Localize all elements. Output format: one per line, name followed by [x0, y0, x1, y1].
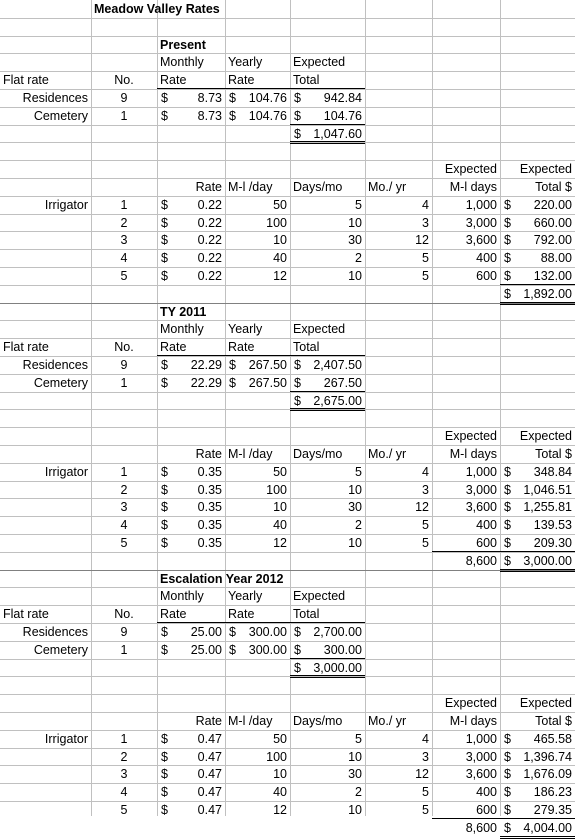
irrigator-ml-per-day: 12 [273, 269, 287, 283]
irrigator-total: 465.58 [533, 732, 572, 746]
irrigator-number: 2 [120, 216, 128, 230]
header-ml-days: M-l days [449, 180, 497, 194]
currency-symbol: $ [504, 803, 511, 817]
irrigator-total: 88.00 [540, 251, 572, 265]
currency-symbol: $ [161, 500, 168, 514]
currency-symbol: $ [504, 750, 511, 764]
header-total: Total [293, 73, 320, 87]
irrigator-number: 1 [120, 465, 128, 479]
irrigator-months: 5 [422, 251, 429, 265]
irrigator-rate: 0.47 [197, 785, 222, 799]
currency-symbol: $ [504, 216, 511, 230]
currency-symbol: $ [161, 536, 168, 550]
header-ml-per-day: M-l /day [228, 180, 273, 194]
irrigator-months: 5 [422, 536, 429, 550]
currency-symbol: $ [161, 109, 168, 123]
currency-symbol: $ [161, 358, 168, 372]
flat-row-name: Residences [22, 358, 88, 372]
currency-symbol: $ [161, 750, 168, 764]
currency-symbol: $ [294, 127, 301, 141]
currency-symbol: $ [161, 233, 168, 247]
header-total-dollars: Total $ [535, 714, 572, 728]
currency-symbol: $ [229, 109, 236, 123]
currency-symbol: $ [161, 643, 168, 657]
header-rate: Rate [195, 714, 222, 728]
currency-symbol: $ [161, 803, 168, 817]
irrigator-total: 792.00 [533, 233, 572, 247]
section-heading: TY 2011 [160, 305, 207, 319]
header-rate: Rate [160, 73, 187, 87]
header-ml-per-day: M-l /day [228, 714, 273, 728]
irrigator-days: 10 [348, 750, 362, 764]
irrigator-months: 3 [422, 750, 429, 764]
expected-total-value: 267.50 [323, 376, 362, 390]
expected-total-value: 2,700.00 [313, 625, 362, 639]
flat-sum-value: 1,047.60 [313, 127, 362, 141]
irrigator-rate: 0.35 [197, 483, 222, 497]
currency-symbol: $ [504, 732, 511, 746]
irrigator-ml-days: 3,600 [465, 767, 497, 781]
irrigator-number: 4 [120, 785, 128, 799]
currency-symbol: $ [294, 376, 301, 390]
currency-symbol: $ [504, 198, 511, 212]
grid-row-line [0, 285, 575, 286]
currency-symbol: $ [161, 269, 168, 283]
irrigator-months: 4 [422, 732, 429, 746]
header-rate: Rate [195, 447, 222, 461]
currency-symbol: $ [504, 767, 511, 781]
currency-symbol: $ [294, 661, 301, 675]
double-underline [290, 675, 365, 678]
header-total-dollars: Total $ [535, 180, 572, 194]
currency-symbol: $ [504, 465, 511, 479]
currency-symbol: $ [229, 358, 236, 372]
currency-symbol: $ [161, 625, 168, 639]
irrigator-days: 2 [355, 251, 362, 265]
flat-row-name: Residences [22, 91, 88, 105]
header-days-per-month: Days/mo [293, 180, 343, 194]
currency-symbol: $ [161, 518, 168, 532]
irrigator-number: 1 [120, 198, 128, 212]
flat-sum-value: 2,675.00 [313, 394, 362, 408]
currency-symbol: $ [504, 269, 511, 283]
irrigator-label: Irrigator [44, 732, 88, 746]
irrigator-rate: 0.35 [197, 500, 222, 514]
irrigator-days: 10 [348, 803, 362, 817]
irrigator-ml-days: 1,000 [465, 732, 497, 746]
irrigator-ml-per-day: 10 [273, 767, 287, 781]
flat-row-name: Cemetery [33, 109, 88, 123]
irrigator-ml-days: 3,600 [465, 500, 497, 514]
yearly-rate-value: 267.50 [248, 358, 287, 372]
header-rate: Rate [228, 340, 255, 354]
currency-symbol: $ [229, 643, 236, 657]
currency-symbol: $ [504, 483, 511, 497]
irrigator-total: 348.84 [533, 465, 572, 479]
irrigator-months: 12 [415, 767, 429, 781]
sheet-title: Meadow Valley Rates [94, 2, 220, 16]
grid-row-line [0, 392, 575, 393]
irrigator-months: 3 [422, 216, 429, 230]
header-yearly: Yearly [228, 55, 263, 69]
header-no: No. [114, 73, 134, 87]
header-monthly: Monthly [160, 322, 204, 336]
flat-row-count: 1 [120, 376, 128, 390]
header-rate: Rate [160, 607, 187, 621]
irrigator-label: Irrigator [44, 465, 88, 479]
irrigator-rate: 0.47 [197, 732, 222, 746]
irrigator-days: 30 [348, 767, 362, 781]
irrigator-number: 3 [120, 233, 128, 247]
currency-symbol: $ [161, 251, 168, 265]
irrigator-ml-per-day: 10 [273, 500, 287, 514]
irrigator-total: 1,255.81 [523, 500, 572, 514]
monthly-rate-value: 8.73 [197, 109, 222, 123]
irrigator-months: 5 [422, 269, 429, 283]
irrigator-ml-days: 600 [476, 536, 497, 550]
irrigator-rate: 0.47 [197, 750, 222, 764]
grid-row-line [0, 659, 575, 660]
header-monthly: Monthly [160, 589, 204, 603]
grid-row-line [0, 125, 575, 126]
grid-row-line [0, 18, 575, 19]
irrigator-label: Irrigator [44, 198, 88, 212]
irrigator-total: 139.53 [533, 518, 572, 532]
currency-symbol: $ [229, 625, 236, 639]
flat-row-name: Cemetery [33, 643, 88, 657]
irrigator-ml-per-day: 10 [273, 233, 287, 247]
monthly-rate-value: 25.00 [190, 625, 222, 639]
ml-days-sum: 8,600 [465, 554, 497, 568]
irrigator-ml-days: 600 [476, 803, 497, 817]
irrigator-ml-days: 3,600 [465, 233, 497, 247]
irrigator-number: 5 [120, 269, 128, 283]
section-heading: Escalation Year 2012 [160, 572, 284, 586]
header-months-per-year: Mo./ yr [368, 714, 407, 728]
header-no: No. [114, 607, 134, 621]
irrigator-sum-total: 1,892.00 [523, 287, 572, 301]
irrigator-total: 1,046.51 [523, 483, 572, 497]
currency-symbol: $ [161, 465, 168, 479]
irrigator-ml-per-day: 12 [273, 803, 287, 817]
irrigator-ml-per-day: 40 [273, 251, 287, 265]
irrigator-rate: 0.47 [197, 803, 222, 817]
irrigator-total: 1,396.74 [523, 750, 572, 764]
currency-symbol: $ [504, 785, 511, 799]
flat-rate-label: Flat rate [3, 607, 49, 621]
irrigator-rate: 0.35 [197, 536, 222, 550]
irrigator-number: 3 [120, 767, 128, 781]
irrigator-ml-per-day: 40 [273, 785, 287, 799]
currency-symbol: $ [229, 376, 236, 390]
double-underline [290, 141, 365, 144]
currency-symbol: $ [161, 376, 168, 390]
irrigator-number: 2 [120, 750, 128, 764]
header-rate: Rate [195, 180, 222, 194]
irrigator-ml-days: 400 [476, 251, 497, 265]
header-total: Total [293, 607, 320, 621]
irrigator-months: 12 [415, 233, 429, 247]
flat-sum-value: 3,000.00 [313, 661, 362, 675]
header-yearly: Yearly [228, 589, 263, 603]
irrigator-rate: 0.22 [197, 198, 222, 212]
irrigator-ml-per-day: 50 [273, 198, 287, 212]
irrigator-rate: 0.22 [197, 216, 222, 230]
irrigator-ml-per-day: 50 [273, 465, 287, 479]
irrigator-months: 12 [415, 500, 429, 514]
irrigator-rate: 0.22 [197, 233, 222, 247]
currency-symbol: $ [504, 251, 511, 265]
irrigator-ml-per-day: 50 [273, 732, 287, 746]
irrigator-ml-days: 1,000 [465, 198, 497, 212]
irrigator-rate: 0.22 [197, 269, 222, 283]
irrigator-total: 279.35 [533, 803, 572, 817]
currency-symbol: $ [161, 785, 168, 799]
currency-symbol: $ [294, 109, 301, 123]
yearly-rate-value: 267.50 [248, 376, 287, 390]
currency-symbol: $ [504, 233, 511, 247]
irrigator-ml-days: 3,000 [465, 750, 497, 764]
irrigator-days: 2 [355, 518, 362, 532]
irrigator-days: 10 [348, 536, 362, 550]
currency-symbol: $ [504, 536, 511, 550]
header-rate: Rate [228, 73, 255, 87]
irrigator-ml-per-day: 40 [273, 518, 287, 532]
header-expected: Expected [519, 696, 572, 710]
currency-symbol: $ [504, 554, 511, 568]
currency-symbol: $ [294, 91, 301, 105]
irrigator-rate: 0.35 [197, 518, 222, 532]
yearly-rate-value: 104.76 [248, 91, 287, 105]
monthly-rate-value: 25.00 [190, 643, 222, 657]
irrigator-number: 3 [120, 500, 128, 514]
currency-symbol: $ [504, 518, 511, 532]
irrigator-days: 10 [348, 216, 362, 230]
currency-symbol: $ [504, 500, 511, 514]
irrigator-sum-total: 4,004.00 [523, 821, 572, 835]
irrigator-total: 209.30 [533, 536, 572, 550]
header-no: No. [114, 340, 134, 354]
irrigator-months: 5 [422, 785, 429, 799]
header-rate: Rate [160, 340, 187, 354]
currency-symbol: $ [504, 821, 511, 835]
irrigator-ml-days: 600 [476, 269, 497, 283]
irrigator-number: 5 [120, 536, 128, 550]
header-yearly: Yearly [228, 322, 263, 336]
header-expected: Expected [293, 55, 346, 69]
irrigator-ml-per-day: 12 [273, 536, 287, 550]
header-months-per-year: Mo./ yr [368, 180, 407, 194]
expected-total-value: 942.84 [323, 91, 362, 105]
currency-symbol: $ [294, 394, 301, 408]
irrigator-months: 3 [422, 483, 429, 497]
irrigator-months: 4 [422, 465, 429, 479]
header-days-per-month: Days/mo [293, 714, 343, 728]
irrigator-ml-days: 400 [476, 518, 497, 532]
irrigator-total: 220.00 [533, 198, 572, 212]
header-months-per-year: Mo./ yr [368, 447, 407, 461]
section-heading: Present [160, 38, 206, 52]
currency-symbol: $ [161, 732, 168, 746]
header-ml-days: M-l days [449, 714, 497, 728]
yearly-rate-value: 300.00 [248, 625, 287, 639]
yearly-rate-value: 300.00 [248, 643, 287, 657]
grid-row-line [0, 676, 575, 677]
irrigator-total: 1,676.09 [523, 767, 572, 781]
flat-row-name: Cemetery [33, 376, 88, 390]
irrigator-months: 5 [422, 518, 429, 532]
flat-row-count: 1 [120, 643, 128, 657]
currency-symbol: $ [229, 91, 236, 105]
flat-row-count: 1 [120, 109, 128, 123]
irrigator-total: 186.23 [533, 785, 572, 799]
irrigator-ml-days: 3,000 [465, 483, 497, 497]
irrigator-number: 4 [120, 518, 128, 532]
currency-symbol: $ [161, 198, 168, 212]
currency-symbol: $ [161, 91, 168, 105]
flat-rate-label: Flat rate [3, 73, 49, 87]
irrigator-number: 4 [120, 251, 128, 265]
irrigator-ml-days: 400 [476, 785, 497, 799]
flat-row-name: Residences [22, 625, 88, 639]
expected-total-value: 300.00 [323, 643, 362, 657]
ml-days-sum: 8,600 [465, 821, 497, 835]
header-expected: Expected [293, 322, 346, 336]
irrigator-ml-per-day: 100 [266, 216, 287, 230]
header-total-dollars: Total $ [535, 447, 572, 461]
header-rate: Rate [228, 607, 255, 621]
double-underline [290, 408, 365, 411]
currency-symbol: $ [294, 643, 301, 657]
irrigator-total: 132.00 [533, 269, 572, 283]
irrigator-sum-total: 3,000.00 [523, 554, 572, 568]
header-expected: Expected [444, 162, 497, 176]
expected-total-value: 104.76 [323, 109, 362, 123]
irrigator-days: 30 [348, 233, 362, 247]
grid-row-line [0, 409, 575, 410]
header-days-per-month: Days/mo [293, 447, 343, 461]
header-expected: Expected [519, 162, 572, 176]
flat-row-count: 9 [120, 625, 128, 639]
currency-symbol: $ [294, 625, 301, 639]
currency-symbol: $ [161, 767, 168, 781]
irrigator-days: 5 [355, 198, 362, 212]
monthly-rate-value: 22.29 [190, 358, 222, 372]
header-ml-days: M-l days [449, 447, 497, 461]
irrigator-ml-per-day: 100 [266, 483, 287, 497]
header-expected: Expected [444, 696, 497, 710]
irrigator-number: 5 [120, 803, 128, 817]
grid-row-line [0, 142, 575, 143]
irrigator-days: 2 [355, 785, 362, 799]
currency-symbol: $ [161, 216, 168, 230]
header-expected: Expected [293, 589, 346, 603]
flat-row-count: 9 [120, 91, 128, 105]
irrigator-days: 10 [348, 483, 362, 497]
irrigator-ml-days: 1,000 [465, 465, 497, 479]
irrigator-ml-per-day: 100 [266, 750, 287, 764]
monthly-rate-value: 22.29 [190, 376, 222, 390]
irrigator-rate: 0.47 [197, 767, 222, 781]
irrigator-months: 4 [422, 198, 429, 212]
irrigator-total: 660.00 [533, 216, 572, 230]
header-ml-per-day: M-l /day [228, 447, 273, 461]
header-expected: Expected [519, 429, 572, 443]
currency-symbol: $ [294, 358, 301, 372]
irrigator-days: 10 [348, 269, 362, 283]
flat-row-count: 9 [120, 358, 128, 372]
currency-symbol: $ [161, 483, 168, 497]
header-total: Total [293, 340, 320, 354]
irrigator-ml-days: 3,000 [465, 216, 497, 230]
irrigator-days: 5 [355, 465, 362, 479]
irrigator-rate: 0.35 [197, 465, 222, 479]
irrigator-rate: 0.22 [197, 251, 222, 265]
irrigator-days: 5 [355, 732, 362, 746]
irrigator-months: 5 [422, 803, 429, 817]
irrigator-number: 1 [120, 732, 128, 746]
monthly-rate-value: 8.73 [197, 91, 222, 105]
expected-total-value: 2,407.50 [313, 358, 362, 372]
header-expected: Expected [444, 429, 497, 443]
currency-symbol: $ [504, 287, 511, 301]
irrigator-days: 30 [348, 500, 362, 514]
yearly-rate-value: 104.76 [248, 109, 287, 123]
flat-rate-label: Flat rate [3, 340, 49, 354]
irrigator-number: 2 [120, 483, 128, 497]
header-monthly: Monthly [160, 55, 204, 69]
